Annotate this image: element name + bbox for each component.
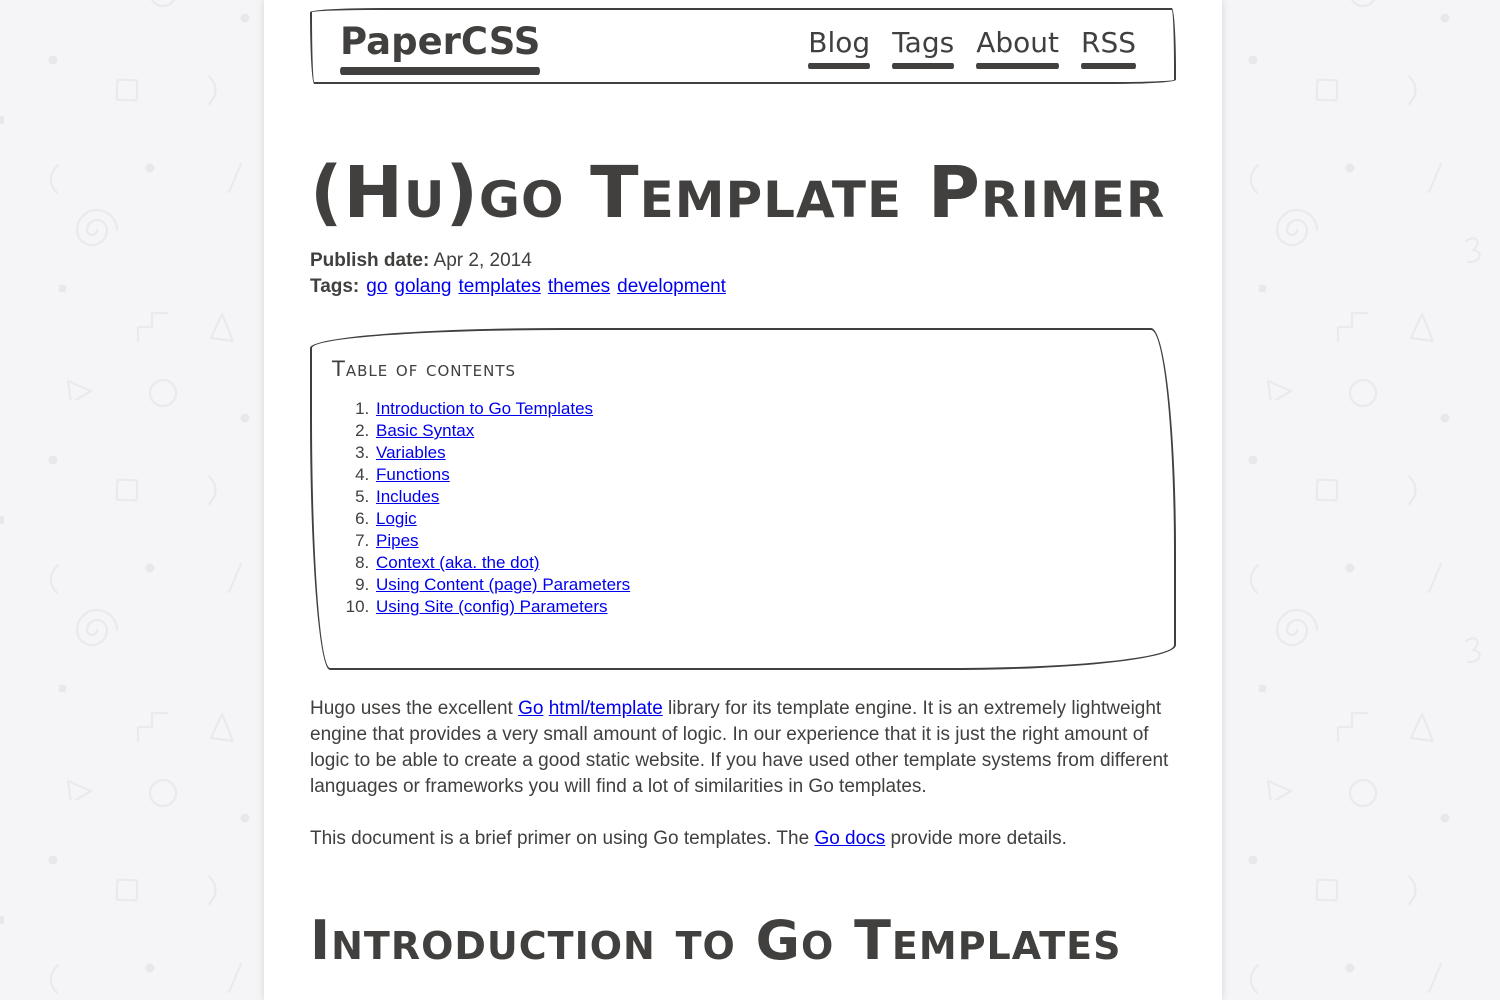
toc-link-8[interactable]: Context (aka. the dot)	[376, 553, 540, 573]
toc-item	[374, 398, 1144, 420]
content-sheet	[264, 0, 1222, 1000]
table-of-contents-card	[310, 328, 1176, 670]
toc-link-2[interactable]: Basic Syntax	[376, 421, 475, 441]
nav-link-tags[interactable]: Tags	[892, 23, 954, 69]
body-paragraph-1: Hugo uses the excellent Go html/template library for its template engine. It is an extremely lightweight engine that provides a very small amount of logic. In our experience that it is just the right amount of logic to be able to create a good static website. If you have used other template systems from different languages or frameworks you will find a lot of similarities in Go templates.	[310, 698, 1169, 798]
toc-link-6[interactable]: Logic	[376, 509, 417, 529]
toc-link-10[interactable]: Using Site (config) Parameters	[376, 597, 608, 617]
body-paragraph-2: This document is a brief primer on using Go templates. The Go docs provide more details.	[310, 828, 1067, 850]
tag-link-go[interactable]: go	[366, 276, 388, 298]
toc-item	[374, 596, 1144, 618]
toc-link-7[interactable]: Pipes	[376, 531, 419, 551]
tags-list	[359, 276, 726, 297]
toc-item	[374, 530, 1144, 552]
toc-item	[374, 486, 1144, 508]
section-heading: Introduction to Go Templates	[310, 909, 1122, 973]
toc-item	[374, 508, 1144, 530]
nav-link-blog[interactable]: Blog	[808, 23, 870, 69]
site-header	[310, 8, 1176, 84]
inline-link-html-template[interactable]: html/template	[548, 698, 663, 720]
tag-link-templates[interactable]: templates	[458, 276, 541, 298]
publish-date-line	[310, 248, 1176, 274]
tag-link-themes[interactable]: themes	[547, 276, 611, 298]
nav-link-rss[interactable]: RSS	[1081, 23, 1136, 69]
toc-title: Table of contents	[332, 357, 517, 382]
tags-line	[310, 274, 1176, 300]
nav-link-about[interactable]: About	[976, 23, 1059, 69]
inline-link-go-docs[interactable]: Go docs	[814, 828, 886, 850]
article	[310, 151, 1176, 973]
toc-item	[374, 442, 1144, 464]
toc-list	[332, 398, 1144, 618]
tag-link-development[interactable]: development	[617, 276, 726, 298]
toc-link-3[interactable]: Variables	[376, 443, 446, 463]
toc-item	[374, 574, 1144, 596]
toc-link-5[interactable]: Includes	[376, 487, 440, 507]
main-nav	[808, 23, 1136, 69]
tag-link-golang[interactable]: golang	[394, 276, 452, 298]
publish-date-value: Apr 2, 2014	[433, 250, 532, 272]
toc-item	[374, 552, 1144, 574]
toc-item	[374, 464, 1144, 486]
tags-label: Tags:	[310, 276, 360, 298]
site-logo[interactable]: PaperCSS	[340, 17, 540, 75]
inline-link-go[interactable]: Go	[518, 698, 544, 720]
toc-link-4[interactable]: Functions	[376, 465, 450, 485]
page-title: (Hu)go Template Primer	[310, 151, 1166, 234]
article-body	[310, 696, 1176, 852]
publish-date-label: Publish date:	[310, 250, 430, 272]
toc-link-9[interactable]: Using Content (page) Parameters	[376, 575, 631, 595]
toc-item	[374, 420, 1144, 442]
toc-link-1[interactable]: Introduction to Go Templates	[376, 399, 594, 419]
